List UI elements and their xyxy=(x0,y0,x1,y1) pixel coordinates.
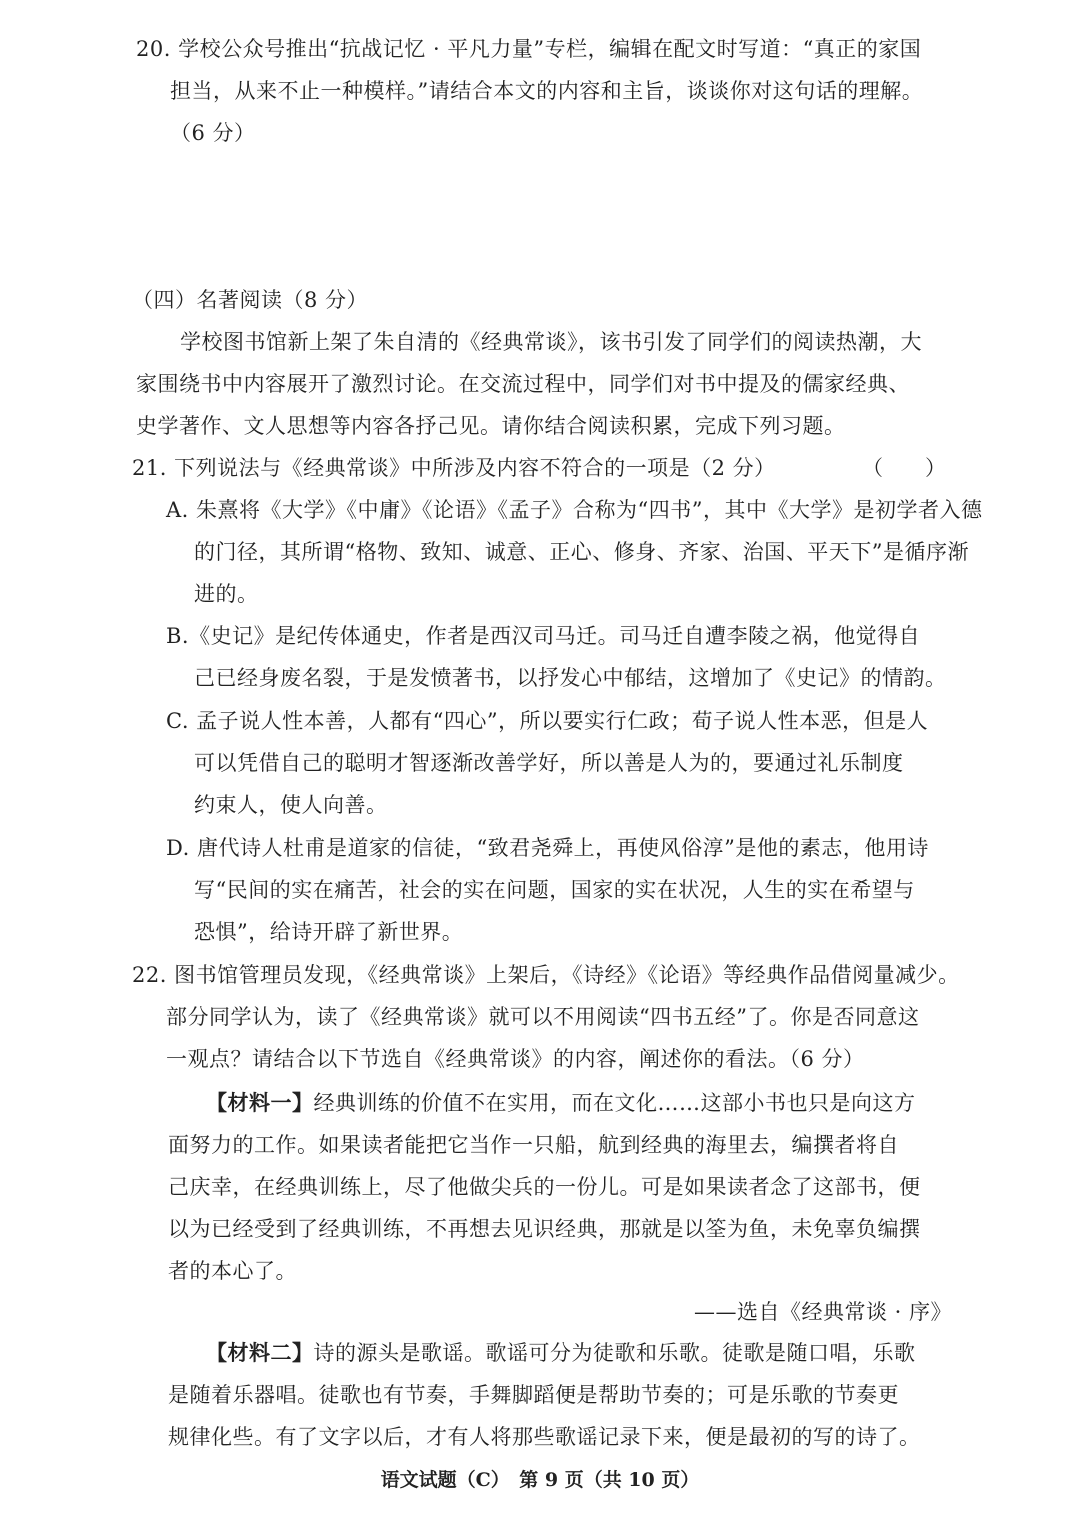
material-1-line-4: 以为已经受到了经典训练，不再想去见识经典，那就是以筌为鱼，未免辜负编撰 xyxy=(168,1217,921,1241)
page-footer: 语文试题（C） 第 9 页（共 10 页） xyxy=(380,1469,700,1491)
q21-option-b-line-2: 己已经身废名裂，于是发愤著书，以抒发心中郁结，这增加了《史记》的情韵。 xyxy=(194,666,947,690)
q21-option-a-line-2: 的门径，其所谓“格物、致知、诚意、正心、修身、齐家、治国、平天下”是循序渐 xyxy=(194,540,969,564)
q21-option-a-line-3: 进的。 xyxy=(194,582,259,606)
material-1-line-3: 己庆幸，在经典训练上，尽了他做尖兵的一份儿。可是如果读者念了这部书，便 xyxy=(168,1175,921,1199)
q22-line-2: 部分同学认为，读了《经典常谈》就可以不用阅读“四书五经”了。你是否同意这 xyxy=(166,1005,920,1029)
material-1-text-1: 经典训练的价值不在实用，而在文化……这部小书也只是向这方 xyxy=(313,1091,916,1115)
q22-line-1: 22. 图书馆管理员发现，《经典常谈》上架后，《诗经》《论语》等经典作品借阅量减少。 xyxy=(132,963,960,987)
q20-line-1: 20. 学校公众号推出“抗战记忆 · 平凡力量”专栏，编辑在配文时写道：“真正的家国 xyxy=(136,37,922,61)
q22-line-3: 一观点？请结合以下节选自《经典常谈》的内容，阐述你的看法。（6 分） xyxy=(166,1047,865,1071)
material-2-label: 【材料二】 xyxy=(206,1340,314,1365)
material-1-line-5: 者的本心了。 xyxy=(168,1259,297,1283)
q21-stem: 21. 下列说法与《经典常谈》中所涉及内容不符合的一项是（2 分） xyxy=(132,456,776,480)
material-1-source: ——选自《经典常谈 · 序》 xyxy=(694,1300,953,1324)
material-1-label: 【材料一】 xyxy=(206,1090,314,1115)
section-4-intro-line-1: 学校图书馆新上架了朱自清的《经典常谈》，该书引发了同学们的阅读热潮，大 xyxy=(180,330,922,354)
material-2-text-1: 诗的源头是歌谣。歌谣可分为徒歌和乐歌。徒歌是随口唱，乐歌 xyxy=(313,1341,916,1365)
q21-option-d-line-2: 写“民间的实在痛苦，社会的实在问题，国家的实在状况，人生的实在希望与 xyxy=(194,878,915,902)
q21-option-a-line-1: A. 朱熹将《大学》《中庸》《论语》《孟子》合称为“四书”，其中《大学》是初学者入德 xyxy=(166,498,983,522)
material-2-line-2: 是随着乐器唱。徒歌也有节奏，手舞脚蹈便是帮助节奏的；可是乐歌的节奏更 xyxy=(168,1383,899,1407)
section-4-heading: （四）名著阅读（8 分） xyxy=(132,288,369,312)
q21-option-c-line-3: 约束人，使人向善。 xyxy=(194,793,388,817)
section-4-intro-line-2: 家围绕书中内容展开了激烈讨论。在交流过程中，同学们对书中提及的儒家经典、 xyxy=(136,372,910,396)
material-1-line-2: 面努力的工作。如果读者能把它当作一只船，航到经典的海里去，编撰者将自 xyxy=(168,1133,899,1157)
q21-option-c-line-1: C. 孟子说人性本善，人都有“四心”，所以要实行仁政；荀子说人性本恶，但是人 xyxy=(166,709,929,733)
section-4-intro-line-3: 史学著作、文人思想等内容各抒己见。请你结合阅读积累，完成下列习题。 xyxy=(136,414,846,438)
q21-option-c-line-2: 可以凭借自己的聪明才智逐渐改善学好，所以善是人为的，要通过礼乐制度 xyxy=(194,751,904,775)
q21-option-b-line-1: B.《史记》是纪传体通史，作者是西汉司马迁。司马迁自遭李陵之祸，他觉得自 xyxy=(166,624,921,648)
q20-score: （6 分） xyxy=(170,121,256,145)
material-2-line-1 xyxy=(206,1338,916,1368)
q21-option-d-line-3: 恐惧”，给诗开辟了新世界。 xyxy=(194,920,464,944)
q21-option-d-line-1: D. 唐代诗人杜甫是道家的信徒，“致君尧舜上，再使风俗淳”是他的素志，他用诗 xyxy=(166,836,929,860)
q20-line-2: 担当，从来不止一种模样。”请结合本文的内容和主旨，谈谈你对这句话的理解。 xyxy=(170,79,924,103)
material-1-line-1 xyxy=(206,1088,916,1118)
material-2-line-3: 规律化些。有了文字以后，才有人将那些歌谣记录下来，便是最初的写的诗了。 xyxy=(168,1425,921,1449)
q21-answer-blank: （ ） xyxy=(862,456,946,480)
